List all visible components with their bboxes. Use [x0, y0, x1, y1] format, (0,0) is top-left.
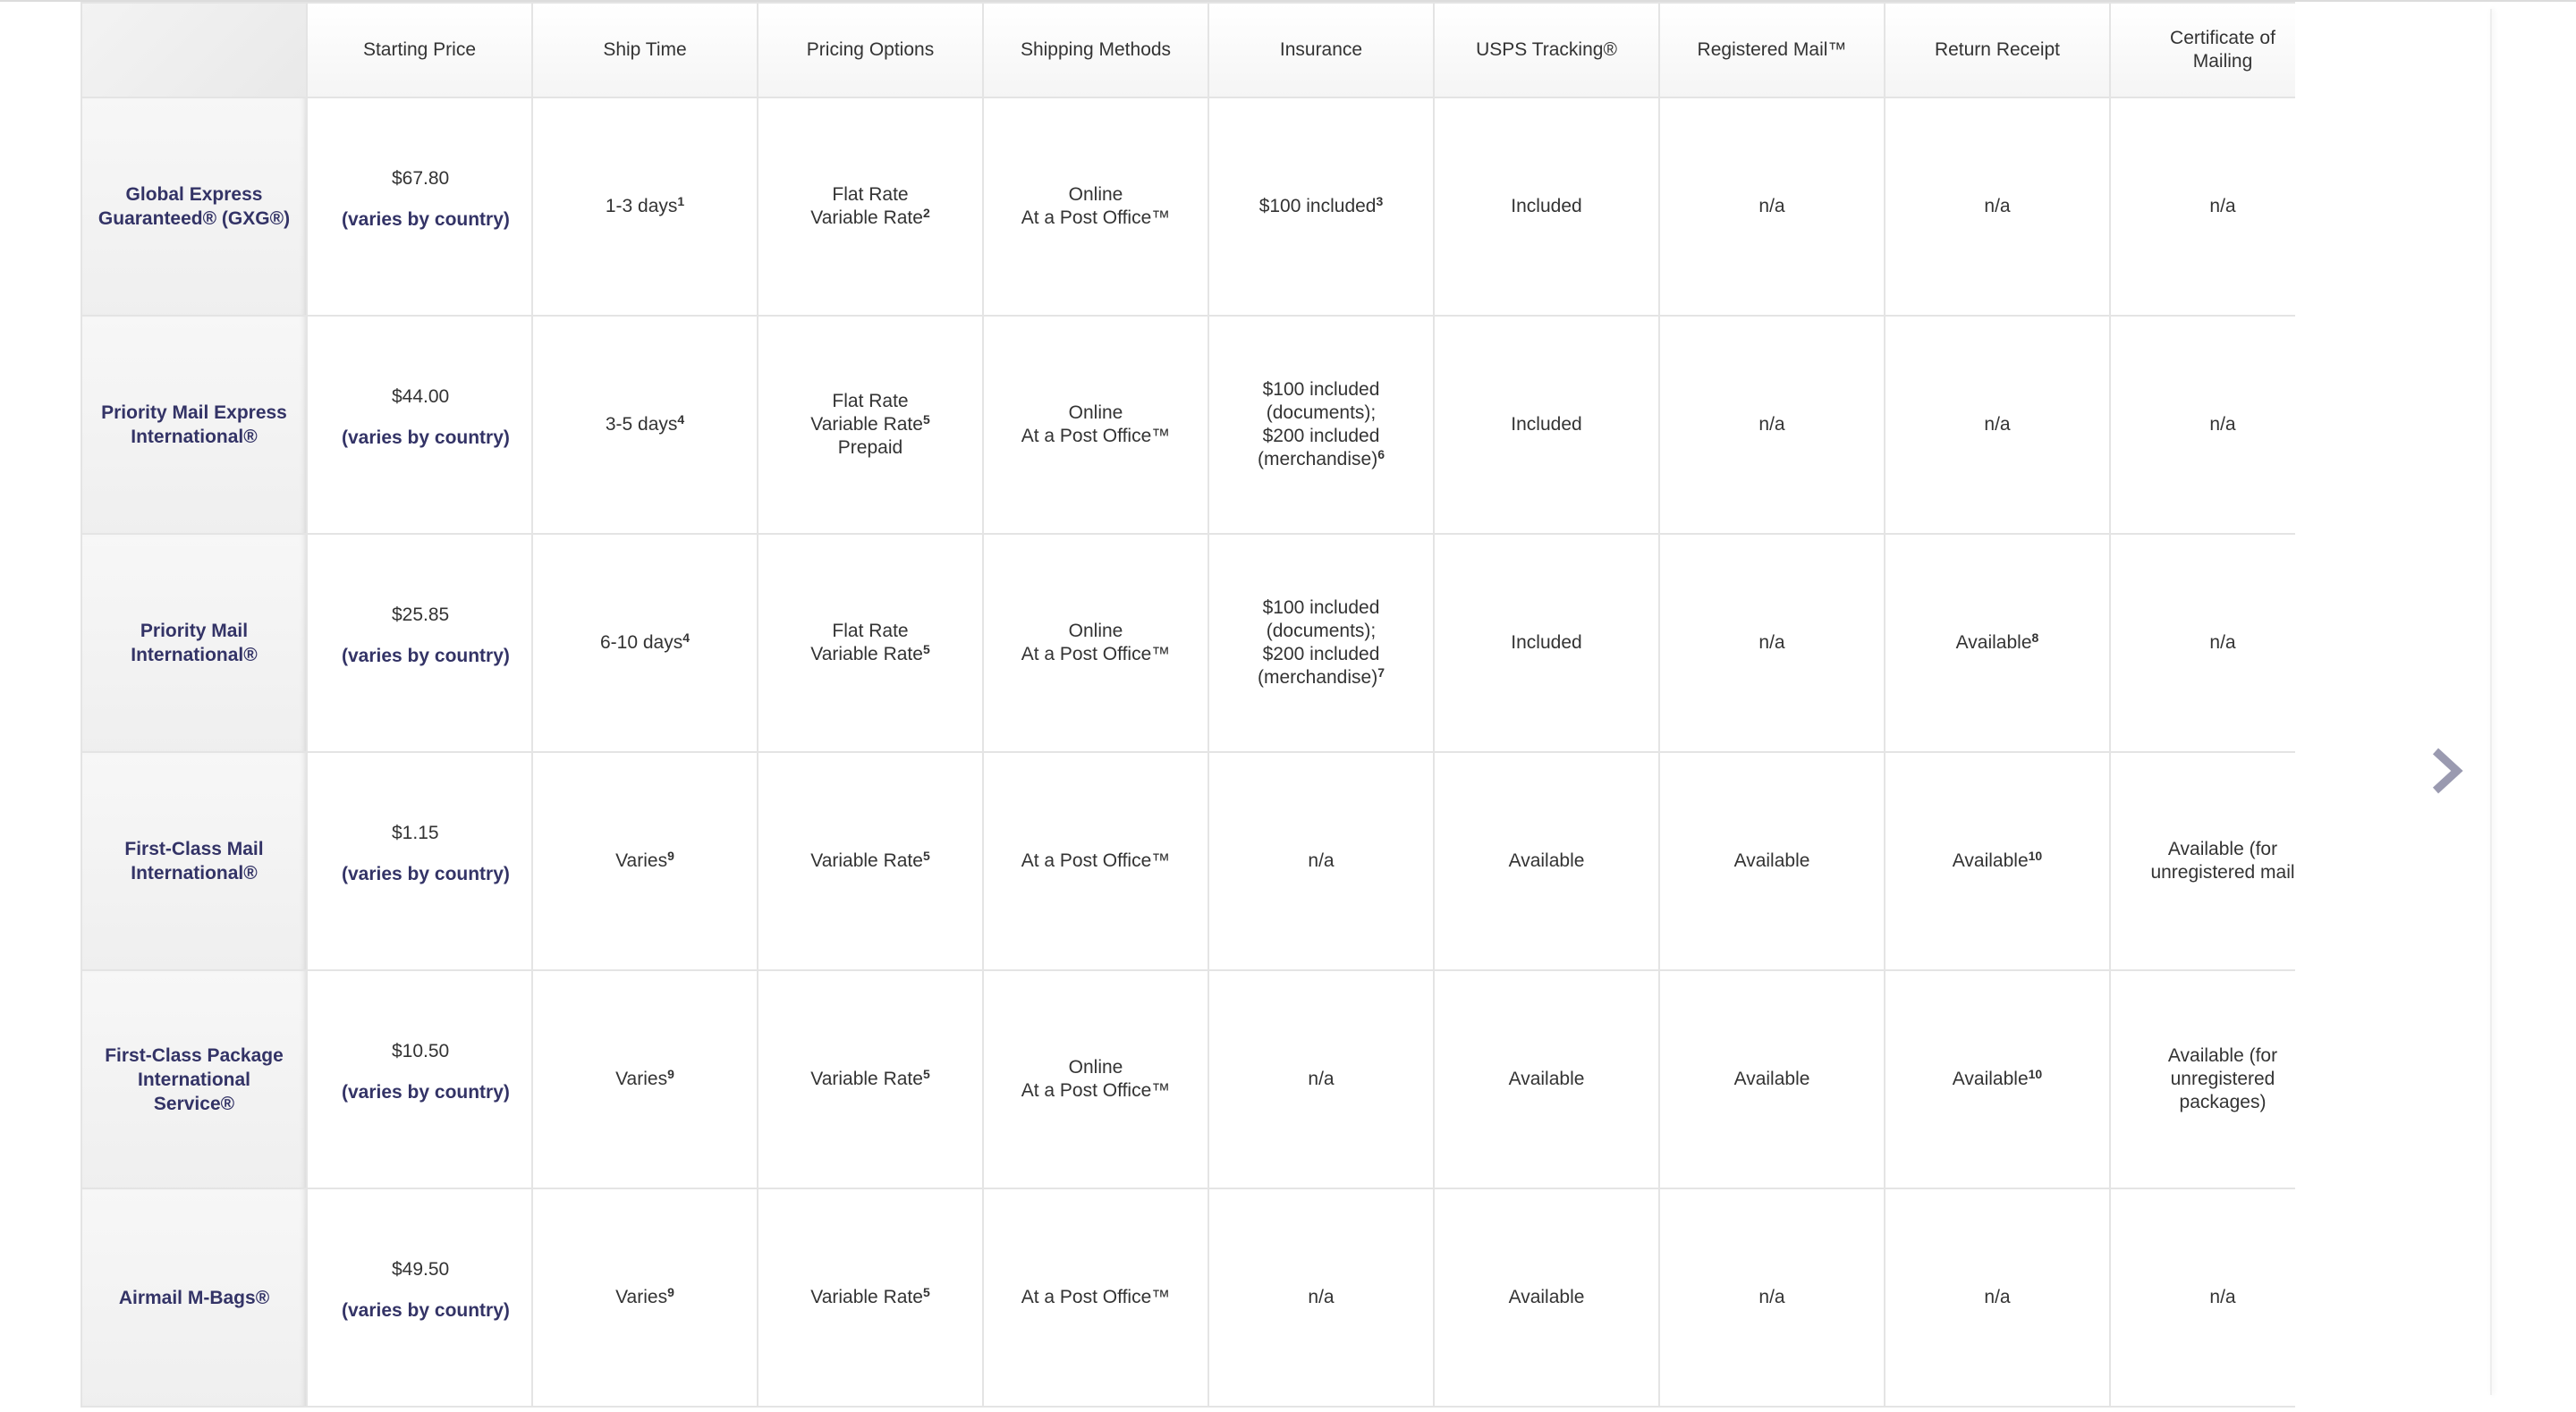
- shipping-method: At a Post Office™: [1021, 1080, 1171, 1101]
- insurance-line: [1224, 643, 1419, 666]
- cell-ship-time: [532, 534, 758, 752]
- price-amount: $49.50: [392, 1259, 450, 1280]
- row-header-service: Priority Mail International®: [81, 534, 307, 752]
- insurance-line: [1224, 1286, 1419, 1309]
- price-amount: $1.15: [392, 823, 439, 843]
- footnote-marker: 2: [922, 206, 930, 220]
- ship-time: [600, 632, 690, 653]
- insurance-line-text: (merchandise): [1257, 449, 1378, 469]
- col-header-pricing-options: Pricing Options: [758, 3, 983, 97]
- table-row: [81, 316, 2295, 534]
- return-receipt-text: n/a: [1984, 1287, 2011, 1307]
- cell-registered-mail: n/a: [1659, 97, 1885, 316]
- insurance-line: [1224, 378, 1419, 402]
- certificate-line: n/a: [2209, 632, 2236, 653]
- insurance-line: [1224, 1068, 1419, 1091]
- shipping-method: At a Post Office™: [1021, 1287, 1171, 1307]
- return-receipt-text: n/a: [1984, 196, 2011, 216]
- price-amount: $67.80: [392, 168, 450, 189]
- footnote-marker: 5: [922, 412, 930, 427]
- cell-usps-tracking: Included: [1434, 97, 1659, 316]
- table-edge-fade: [2295, 2, 2317, 1412]
- col-header-usps-tracking: USPS Tracking®: [1434, 3, 1659, 97]
- insurance-line: [1224, 850, 1419, 873]
- cell-shipping-methods: [983, 970, 1208, 1188]
- cell-registered-mail: n/a: [1659, 534, 1885, 752]
- footnote-marker: 9: [667, 1285, 674, 1299]
- cell-insurance: [1208, 97, 1434, 316]
- table-row: [81, 97, 2295, 316]
- insurance-line-text: n/a: [1308, 850, 1335, 871]
- pricing-option-text: Variable Rate: [810, 1287, 923, 1307]
- pricing-option-text: Variable Rate: [810, 414, 923, 435]
- pricing-option-text: Variable Rate: [810, 1069, 923, 1089]
- pricing-option: [773, 1068, 968, 1091]
- cell-usps-tracking: Included: [1434, 534, 1659, 752]
- ship-time: [606, 414, 684, 435]
- cell-shipping-methods: [983, 534, 1208, 752]
- return-receipt-text: Available: [1952, 850, 2029, 871]
- cell-return-receipt: [1885, 1188, 2110, 1407]
- insurance-line-text: $200 included: [1262, 426, 1380, 446]
- ship-time-text: 1-3 days: [605, 196, 678, 216]
- pricing-option: [773, 643, 968, 666]
- price-note: (varies by country): [342, 427, 510, 448]
- cell-insurance: [1208, 1188, 1434, 1407]
- insurance-line-text: n/a: [1308, 1069, 1335, 1089]
- cell-starting-price: [307, 1188, 532, 1407]
- table-row: [81, 970, 2295, 1188]
- pricing-option: [773, 183, 968, 207]
- row-header-service: Priority Mail Express International®: [81, 316, 307, 534]
- cell-certificate-of-mailing: [2110, 970, 2295, 1188]
- cell-certificate-of-mailing: [2110, 752, 2295, 970]
- insurance-line-text: $100 included: [1262, 597, 1380, 618]
- return-receipt: [1956, 632, 2039, 653]
- pricing-option: [773, 1286, 968, 1309]
- comparison-table-viewport[interactable]: [80, 2, 2295, 1412]
- price-amount: $44.00: [392, 386, 450, 407]
- footnote-marker: 6: [1377, 447, 1385, 461]
- pricing-option-text: Flat Rate: [832, 391, 909, 411]
- table-row: [81, 534, 2295, 752]
- footnote-marker: 7: [1377, 665, 1385, 680]
- cell-insurance: [1208, 970, 1434, 1188]
- ship-time-text: Varies: [615, 850, 668, 871]
- cell-return-receipt: [1885, 534, 2110, 752]
- insurance-line: [1224, 596, 1419, 620]
- return-receipt: [1984, 196, 2010, 216]
- return-receipt: [1953, 850, 2042, 871]
- row-header-service: First-Class Mail International®: [81, 752, 307, 970]
- col-header-insurance: Insurance: [1208, 3, 1434, 97]
- cell-ship-time: [532, 97, 758, 316]
- col-header-return-receipt: Return Receipt: [1885, 3, 2110, 97]
- col-header-starting-price: Starting Price: [307, 3, 532, 97]
- ship-time-text: Varies: [615, 1069, 668, 1089]
- insurance-line-text: $100 included: [1258, 196, 1377, 216]
- row-header-service: First-Class Package International Service®: [81, 970, 307, 1188]
- footnote-marker: 10: [2028, 849, 2043, 863]
- insurance-line: [1224, 195, 1419, 218]
- cell-usps-tracking: Available: [1434, 970, 1659, 1188]
- cell-shipping-methods: [983, 316, 1208, 534]
- price-note: (varies by country): [342, 209, 510, 230]
- price-note: (varies by country): [342, 1300, 510, 1321]
- footnote-marker: 1: [677, 194, 685, 208]
- cell-starting-price: [307, 534, 532, 752]
- footnote-marker: 9: [667, 849, 674, 863]
- insurance-line-text: (documents);: [1266, 621, 1377, 641]
- table-header-row: [81, 3, 2295, 97]
- footnote-marker: 9: [667, 1067, 674, 1081]
- return-receipt-text: Available: [1952, 1069, 2029, 1089]
- return-receipt-text: Available: [1955, 632, 2032, 653]
- certificate-line: n/a: [2209, 1287, 2236, 1307]
- shipping-method: Online: [1068, 402, 1123, 423]
- cell-pricing-options: [758, 97, 983, 316]
- shipping-method: Online: [1068, 184, 1123, 205]
- cell-registered-mail: n/a: [1659, 316, 1885, 534]
- return-receipt: [1953, 1069, 2042, 1089]
- footnote-marker: 8: [2031, 630, 2039, 645]
- ship-time: [615, 1069, 674, 1089]
- shipping-method: At a Post Office™: [1021, 207, 1171, 228]
- scroll-rail: [2490, 9, 2492, 1395]
- row-header-service: Airmail M-Bags®: [81, 1188, 307, 1407]
- footnote-marker: 5: [922, 849, 930, 863]
- col-header-shipping-methods: Shipping Methods: [983, 3, 1208, 97]
- col-header-ship-time: Ship Time: [532, 3, 758, 97]
- certificate-line: Available (for: [2167, 1045, 2278, 1066]
- price-note: (varies by country): [342, 1082, 510, 1103]
- cell-starting-price: [307, 752, 532, 970]
- insurance-line-text: $100 included: [1262, 379, 1380, 400]
- insurance-line: [1224, 402, 1419, 425]
- cell-pricing-options: [758, 752, 983, 970]
- certificate-line: unregistered: [2170, 1069, 2275, 1089]
- pricing-option: [773, 390, 968, 413]
- pricing-option-text: Flat Rate: [832, 184, 909, 205]
- insurance-line-text: (documents);: [1266, 402, 1377, 423]
- ship-time-text: 3-5 days: [605, 414, 678, 435]
- price-note: (varies by country): [342, 646, 510, 666]
- pricing-option-text: Variable Rate: [810, 207, 923, 228]
- cell-insurance: [1208, 752, 1434, 970]
- cell-starting-price: [307, 970, 532, 1188]
- insurance-line: [1224, 448, 1419, 471]
- col-header-registered-mail: Registered Mail™: [1659, 3, 1885, 97]
- col-header-certificate-of-mailing: Certificate of Mailing: [2110, 3, 2295, 97]
- cell-pricing-options: [758, 316, 983, 534]
- next-columns-button[interactable]: [2424, 742, 2472, 799]
- cell-shipping-methods: [983, 1188, 1208, 1407]
- row-header-service: Global Express Guaranteed® (GXG®): [81, 97, 307, 316]
- cell-registered-mail: n/a: [1659, 1188, 1885, 1407]
- pricing-option: [773, 850, 968, 873]
- cell-certificate-of-mailing: [2110, 1188, 2295, 1407]
- table-row: [81, 1188, 2295, 1407]
- pricing-option-text: Flat Rate: [832, 621, 909, 641]
- cell-ship-time: [532, 1188, 758, 1407]
- return-receipt: [1984, 1287, 2010, 1307]
- cell-usps-tracking: Available: [1434, 1188, 1659, 1407]
- cell-certificate-of-mailing: [2110, 97, 2295, 316]
- shipping-method: At a Post Office™: [1021, 850, 1171, 871]
- cell-pricing-options: [758, 970, 983, 1188]
- ship-time-text: Varies: [615, 1287, 668, 1307]
- return-receipt-text: n/a: [1984, 414, 2011, 435]
- service-comparison-table: [80, 2, 2295, 1408]
- footnote-marker: 10: [2028, 1067, 2043, 1081]
- shipping-method: At a Post Office™: [1021, 644, 1171, 664]
- return-receipt: [1984, 414, 2010, 435]
- insurance-line: [1224, 666, 1419, 689]
- cell-registered-mail: Available: [1659, 752, 1885, 970]
- price-amount: $25.85: [392, 605, 450, 625]
- insurance-line: [1224, 425, 1419, 448]
- chevron-right-icon: [2430, 746, 2466, 796]
- cell-ship-time: [532, 752, 758, 970]
- cell-starting-price: [307, 316, 532, 534]
- cell-return-receipt: [1885, 316, 2110, 534]
- cell-ship-time: [532, 316, 758, 534]
- certificate-line: packages): [2179, 1092, 2267, 1112]
- ship-time: [615, 1287, 674, 1307]
- certificate-line: n/a: [2209, 196, 2236, 216]
- cell-insurance: [1208, 316, 1434, 534]
- pricing-option: [773, 207, 968, 230]
- cell-certificate-of-mailing: [2110, 316, 2295, 534]
- footnote-marker: 4: [682, 630, 691, 645]
- cell-registered-mail: Available: [1659, 970, 1885, 1188]
- certificate-line: Available (for: [2167, 839, 2278, 859]
- cell-starting-price: [307, 97, 532, 316]
- footnote-marker: 3: [1376, 194, 1384, 208]
- ship-time-text: 6-10 days: [599, 632, 683, 653]
- footnote-marker: 5: [922, 642, 930, 656]
- insurance-line-text: (merchandise): [1257, 667, 1378, 688]
- insurance-line-text: n/a: [1308, 1287, 1335, 1307]
- pricing-option-text: Variable Rate: [810, 644, 923, 664]
- cell-pricing-options: [758, 534, 983, 752]
- cell-shipping-methods: [983, 752, 1208, 970]
- cell-usps-tracking: Available: [1434, 752, 1659, 970]
- cell-usps-tracking: Included: [1434, 316, 1659, 534]
- pricing-option-text: Variable Rate: [810, 850, 923, 871]
- insurance-line: [1224, 620, 1419, 643]
- shipping-method: Online: [1068, 1057, 1123, 1078]
- cell-certificate-of-mailing: [2110, 534, 2295, 752]
- pricing-option: [773, 413, 968, 436]
- footnote-marker: 5: [922, 1285, 930, 1299]
- shipping-method: At a Post Office™: [1021, 426, 1171, 446]
- cell-return-receipt: [1885, 752, 2110, 970]
- cell-insurance: [1208, 534, 1434, 752]
- pricing-option: [773, 620, 968, 643]
- pricing-option: [773, 436, 968, 460]
- corner-cell: [81, 3, 307, 97]
- footnote-marker: 4: [677, 412, 685, 427]
- cell-pricing-options: [758, 1188, 983, 1407]
- ship-time: [606, 196, 684, 216]
- cell-return-receipt: [1885, 97, 2110, 316]
- ship-time: [615, 850, 674, 871]
- table-row: [81, 752, 2295, 970]
- cell-shipping-methods: [983, 97, 1208, 316]
- price-amount: $10.50: [392, 1041, 450, 1061]
- insurance-line-text: $200 included: [1262, 644, 1380, 664]
- footnote-marker: 5: [922, 1067, 930, 1081]
- pricing-option-text: Prepaid: [837, 437, 903, 458]
- cell-return-receipt: [1885, 970, 2110, 1188]
- certificate-line: n/a: [2209, 414, 2236, 435]
- certificate-line: unregistered mail: [2150, 862, 2295, 883]
- price-note: (varies by country): [342, 864, 510, 884]
- shipping-method: Online: [1068, 621, 1123, 641]
- cell-ship-time: [532, 970, 758, 1188]
